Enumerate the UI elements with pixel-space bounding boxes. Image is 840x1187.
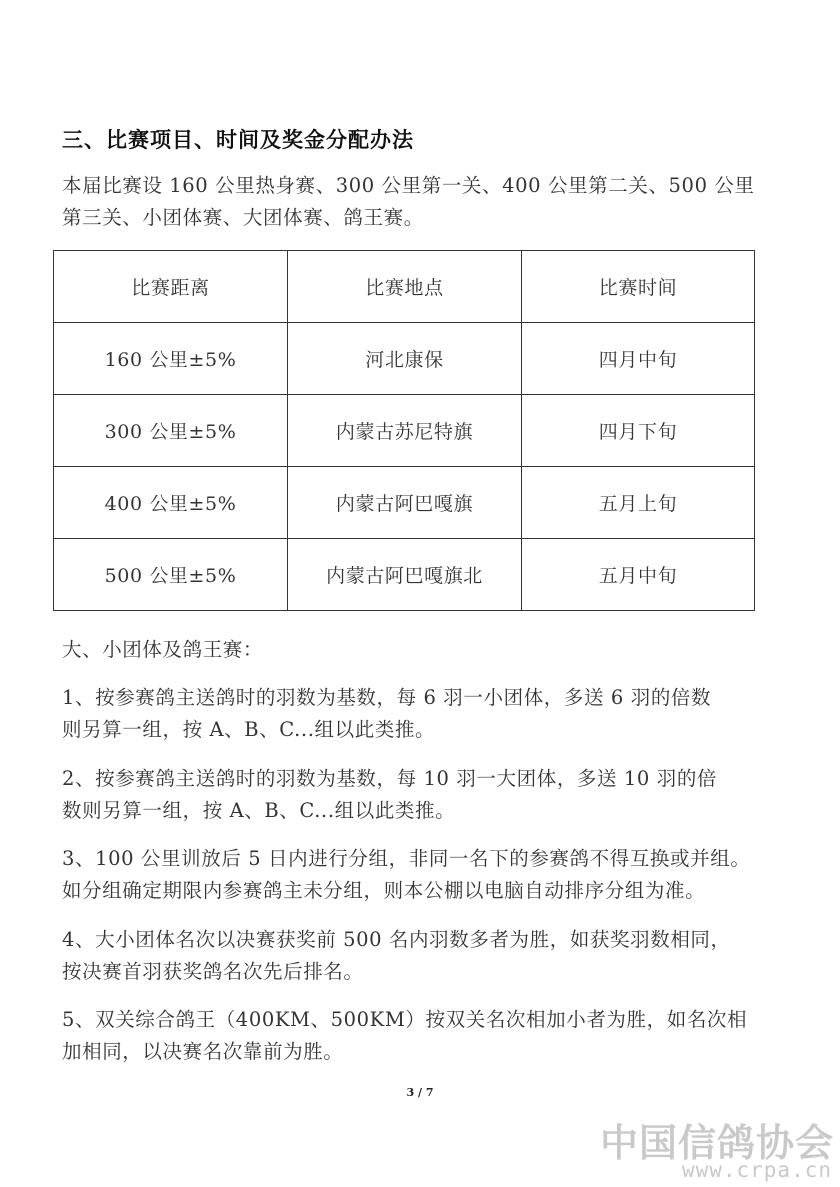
cell-time: 五月中旬 [522,539,755,611]
rule-line: 如分组确定期限内参赛鸽主未分组，则本公棚以电脑自动排序分组为准。 [62,879,706,902]
cell-distance: 500 公里±5% [54,539,288,611]
rule-line: 按决赛首羽获奖鸽名次先后排名。 [62,960,364,983]
cell-distance: 400 公里±5% [54,467,288,539]
intro-line-1: 本届比赛设 160 公里热身赛、300 公里第一关、400 公里第二关、500 公里 [62,174,755,197]
cell-time: 四月下旬 [522,395,755,467]
cell-location: 河北康保 [288,323,522,395]
cell-location: 内蒙古苏尼特旗 [288,395,522,467]
rule-line: 2、按参赛鸽主送鸽时的羽数为基数，每 10 羽一大团体，多送 10 羽的倍 [62,767,718,790]
rule-item-1 [62,682,782,746]
cell-distance: 160 公里±5% [54,323,288,395]
cell-time: 四月中旬 [522,323,755,395]
cell-location: 内蒙古阿巴嘎旗 [288,467,522,539]
rule-line: 数则另算一组，按 A、B、C...组以此类推。 [62,799,456,822]
intro-paragraph [62,170,782,234]
cell-distance: 300 公里±5% [54,395,288,467]
section-heading: 三、比赛项目、时间及奖金分配办法 [62,128,414,152]
table-header-row [54,251,755,323]
rule-line: 则另算一组，按 A、B、C...组以此类推。 [62,718,436,741]
page-number: 3 / 7 [406,1086,434,1099]
intro-line-2: 第三关、小团体赛、大团体赛、鸽王赛。 [62,206,424,229]
rule-line: 3、100 公里训放后 5 日内进行分组，非同一名下的参赛鸽不得互换或并组。 [62,847,751,870]
rule-item-3 [62,843,782,907]
cell-time: 五月上旬 [522,467,755,539]
race-schedule-table [53,250,755,611]
table-row [54,539,755,611]
header-location: 比赛地点 [288,251,522,323]
rule-line: 加相同，以决赛名次靠前为胜。 [62,1040,344,1063]
rule-line: 1、按参赛鸽主送鸽时的羽数为基数，每 6 羽一小团体，多送 6 羽的倍数 [62,686,712,709]
rule-item-2 [62,763,782,827]
watermark-logo-text: 中国信鸽协会 [599,1121,834,1165]
rule-item-4 [62,924,782,988]
table-row [54,323,755,395]
watermark-url: www.crpa.cn [681,1158,832,1182]
rule-line: 5、双关综合鸽王（400KM、500KM）按双关名次相加小者为胜，如名次相 [62,1008,748,1031]
rule-item-5 [62,1004,782,1068]
section-title: 大、小团体及鸽王赛： [62,638,264,661]
rule-line: 4、大小团体名次以决赛获奖前 500 名内羽数多者为胜，如获奖羽数相同， [62,928,731,951]
cell-location: 内蒙古阿巴嘎旗北 [288,539,522,611]
table-row [54,395,755,467]
header-distance: 比赛距离 [54,251,288,323]
table-row [54,467,755,539]
header-time: 比赛时间 [522,251,755,323]
